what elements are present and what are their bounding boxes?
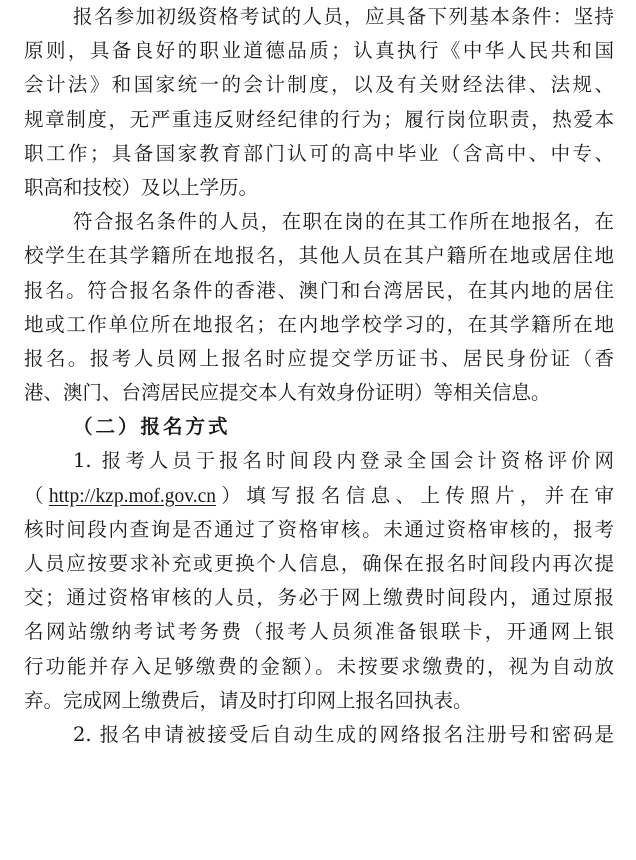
paragraph-line-with-link — [24, 479, 614, 513]
paragraph-line: 行功能并存入足够缴费的金额）。未按要求缴费的，视为自动放 — [24, 654, 614, 678]
line-text: ）填写报名信息、上传照片，并在审 — [216, 483, 614, 507]
section-heading: （二）报名方式 — [73, 415, 231, 439]
document-page — [24, 0, 614, 752]
paragraph-line: 2. 报名申请被接受后自动生成的网络报名注册号和密码是 — [73, 722, 614, 746]
paragraph-line: 1. 报考人员于报名时间段内登录全国会计资格评价网 — [73, 449, 614, 473]
open-paren: （ — [24, 483, 49, 507]
paragraph-line: 报名参加初级资格考试的人员，应具备下列基本条件：坚持 — [73, 5, 614, 28]
paragraph-line: 人员应按要求补充或更换个人信息，确保在报名时间段内再次提 — [24, 552, 614, 575]
list-item-online-registration — [24, 444, 614, 718]
paragraph-line: 港、澳门、台湾居民应提交本人有效身份证明）等相关信息。 — [24, 381, 551, 405]
paragraph-line: 核时间段内查询是否通过了资格审核。未通过资格审核的，报考 — [24, 517, 614, 541]
paragraph-line: 规章制度，无严重违反财经纪律的行为；履行岗位职责，热爱本 — [24, 107, 614, 131]
paragraph-line: 符合报名条件的人员，在职在岗的在其工作所在地报名，在 — [73, 210, 614, 234]
paragraph-line: 职高和技校）及以上学历。 — [24, 175, 259, 199]
paragraph-line: 交；通过资格审核的人员，务必于网上缴费时间段内，通过原报 — [24, 586, 614, 610]
list-item-registration-credentials — [24, 718, 614, 752]
paragraph-line: 职工作；具备国家教育部门认可的高中毕业（含高中、中专、 — [24, 141, 614, 165]
paragraph-line: 报名。符合报名条件的香港、澳门和台湾居民，在其内地的居住 — [24, 278, 614, 302]
paragraph-line: 会计法》和国家统一的会计制度，以及有关财经法律、法规、 — [24, 73, 614, 97]
paragraph-line: 报名。报考人员网上报名时应提交学历证书、居民身份证（香 — [24, 346, 614, 370]
paragraph-eligibility — [24, 0, 614, 205]
paragraph-line: 地或工作单位所在地报名；在内地学校学习的，在其学籍所在地 — [24, 312, 614, 336]
paragraph-line: 校学生在其学籍所在地报名，其他人员在其户籍所在地或居住地 — [24, 244, 614, 268]
paragraph-line: 名网站缴纳考试考务费（报考人员须准备银联卡，开通网上银 — [24, 620, 614, 644]
paragraph-line: 原则，具备良好的职业道德品质；认真执行《中华人民共和国 — [24, 39, 614, 63]
website-link[interactable]: http://kzp.mof.gov.cn — [48, 485, 217, 507]
paragraph-registration-location — [24, 205, 614, 410]
paragraph-line: 弃。完成网上缴费后，请及时打印网上报名回执表。 — [24, 688, 473, 712]
